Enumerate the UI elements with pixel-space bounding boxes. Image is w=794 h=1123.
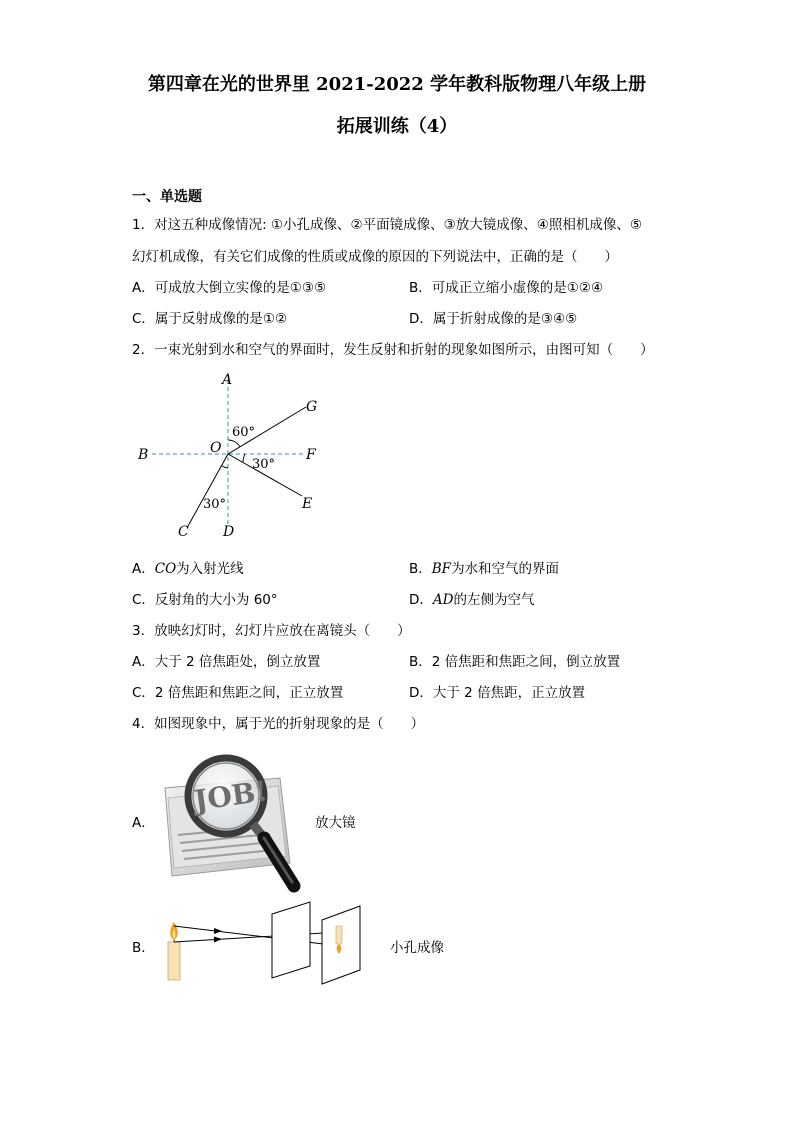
candle-icon — [168, 922, 180, 980]
q3-option-c[interactable]: C．2 倍焦距和焦距之间，正立放置 — [132, 685, 344, 701]
worksheet-title: 第四章在光的世界里 2021-2022 学年教科版物理八年级上册 — [147, 74, 647, 95]
pinhole-board — [272, 902, 310, 978]
label-angle-30-bottom: 30° — [203, 497, 227, 512]
q1-option-a[interactable]: A．可成放大倒立实像的是①③⑤ — [132, 280, 327, 296]
ray-oc — [188, 454, 228, 526]
q2-stem: 2．一束光射到水和空气的界面时，发生反射和折射的现象如图所示，由图可知（ ） — [132, 342, 654, 358]
magnifier-newspaper-image — [160, 748, 305, 898]
q2-option-a[interactable]: A．CO为入射光线 — [132, 561, 244, 577]
q4-option-b-caption: 小孔成像 — [390, 940, 444, 956]
q4-stem: 4．如图现象中，属于光的折射现象的是（ ） — [132, 716, 425, 732]
q1-stem-line1: 1．对这五种成像情况: ①小孔成像、②平面镜成像、③放大镜成像、④照相机成像、⑤ — [132, 217, 642, 233]
label-a: A — [222, 372, 233, 388]
label-f: F — [306, 447, 316, 463]
q1-option-b[interactable]: B．可成正立缩小虚像的是①②④ — [409, 280, 604, 296]
q3-option-b[interactable]: B．2 倍焦距和焦距之间，倒立放置 — [409, 654, 621, 670]
angle-arc-30-bottom — [222, 466, 228, 468]
q4-option-b-letter[interactable]: B． — [132, 940, 155, 956]
label-angle-30-right: 30° — [252, 457, 276, 472]
q2-reflection-refraction-diagram — [130, 368, 340, 543]
label-o: O — [210, 440, 222, 456]
q2-option-b[interactable]: B．BF为水和空气的界面 — [409, 561, 560, 577]
q2-option-d[interactable]: D．AD的左侧为空气 — [409, 592, 535, 608]
q3-option-d[interactable]: D．大于 2 倍焦距，正立放置 — [409, 685, 586, 701]
image-screen — [322, 906, 360, 984]
angle-arc-30-right — [243, 454, 245, 462]
q1-stem-line2: 幻灯机成像，有关它们成像的性质或成像的原因的下列说法中，正确的是（ ） — [132, 249, 618, 265]
angle-arc-60 — [228, 440, 240, 447]
pinhole-camera-diagram — [160, 900, 385, 985]
q2-option-c[interactable]: C．反射角的大小为 60° — [132, 592, 278, 608]
svg-text:JOB!: JOB! — [192, 774, 270, 818]
section-heading: 一、单选题 — [132, 189, 202, 205]
label-e: E — [302, 496, 313, 512]
q4-option-a-letter[interactable]: A． — [132, 815, 155, 831]
q3-stem: 3．放映幻灯时，幻灯片应放在离镜头（ ） — [132, 623, 411, 639]
label-angle-60: 60° — [232, 425, 256, 440]
label-b: B — [138, 447, 149, 463]
label-c: C — [178, 524, 189, 540]
q1-option-c[interactable]: C．属于反射成像的是①② — [132, 311, 288, 327]
worksheet-subtitle: 拓展训练（4） — [336, 116, 458, 137]
label-g: G — [306, 399, 318, 415]
q1-option-d[interactable]: D．属于折射成像的是③④⑤ — [409, 311, 578, 327]
ray-lower — [174, 932, 340, 942]
label-d: D — [223, 524, 235, 540]
q4-option-a-caption: 放大镜 — [315, 815, 356, 831]
ray-upper — [174, 926, 340, 946]
q3-option-a[interactable]: A．大于 2 倍焦距处，倒立放置 — [132, 654, 321, 670]
